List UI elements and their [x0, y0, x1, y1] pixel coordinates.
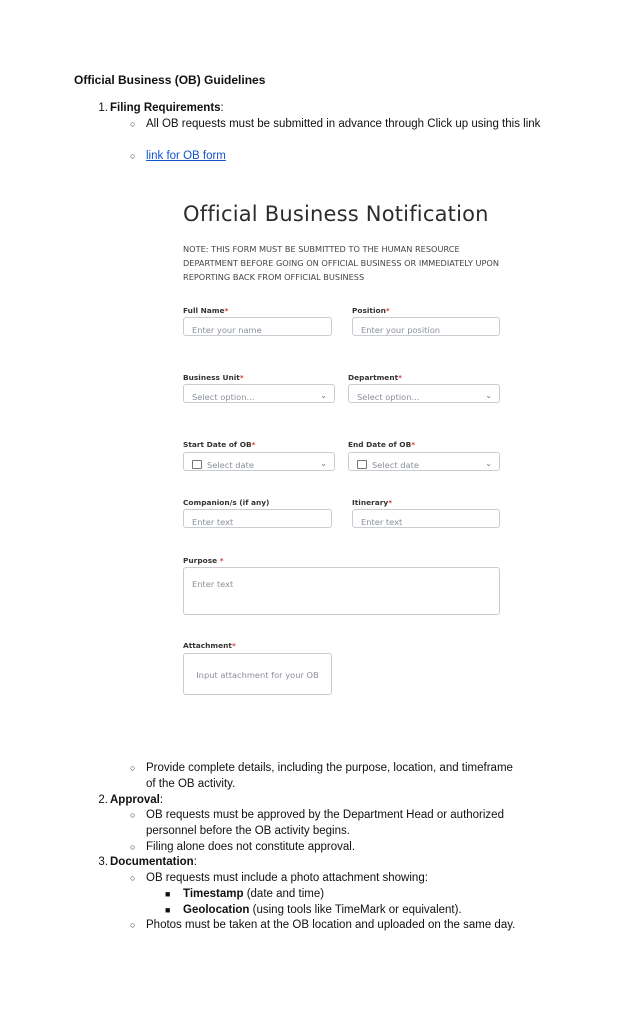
companions-field[interactable]: Enter text [183, 509, 332, 528]
chevron-down-icon: ⌄ [485, 391, 492, 400]
section-number: 1. [98, 102, 108, 114]
calendar-icon [357, 460, 367, 469]
attachment-upload[interactable]: Input attachment for your OB [183, 653, 332, 695]
calendar-icon [192, 460, 202, 469]
business-unit-select[interactable]: Select option... ⌄ [183, 384, 335, 403]
square-bullet-icon: ■ [165, 889, 171, 899]
circle-bullet-icon: ○ [130, 810, 136, 820]
end-date-picker[interactable]: Select date ⌄ [348, 452, 500, 471]
chevron-down-icon: ⌄ [320, 459, 327, 468]
section-number: 3. [98, 856, 108, 868]
itinerary-field[interactable]: Enter text [352, 509, 500, 528]
list-item: OB requests must include a photo attachment showing: [146, 872, 428, 884]
start-date-picker[interactable]: Select date ⌄ [183, 452, 335, 471]
full-name-field[interactable]: Enter your name [183, 317, 332, 336]
list-item: Photos must be taken at the OB location and uploaded on the same day. [146, 919, 516, 931]
sub-list-item: Timestamp (date and time) [183, 888, 325, 900]
form-note: NOTE: THIS FORM MUST BE SUBMITTED TO THE HUMAN RESOURCE DEPARTMENT BEFORE GOING ON OFFICIAL BUSINESS OR IMMEDIATELY UPON REPORTING BACK FROM OFFICIAL BUSINESS [183, 244, 499, 282]
end-date-label: End Date of OB* [348, 440, 416, 449]
list-item: OB requests must be approved by the Department Head or authorized personnel before the OB activity begins. [146, 809, 504, 837]
section-heading: Documentation: [110, 856, 197, 868]
form-title: Official Business Notification [183, 202, 489, 226]
purpose-label: Purpose * [183, 556, 224, 565]
section-number: 2. [98, 794, 108, 806]
list-item: Provide complete details, including the purpose, location, and timeframe of the OB activity. [146, 762, 513, 790]
attachment-label: Attachment* [183, 641, 236, 650]
chevron-down-icon: ⌄ [320, 391, 327, 400]
list-item: All OB requests must be submitted in advance through Click up using this link [146, 118, 541, 130]
document-heading: Official Business (OB) Guidelines [74, 73, 266, 87]
sub-list-item: Geolocation (using tools like TimeMark or equivalent). [183, 904, 462, 916]
start-date-label: Start Date of OB* [183, 440, 256, 449]
square-bullet-icon: ■ [165, 905, 171, 915]
business-unit-label: Business Unit* [183, 373, 244, 382]
list-item: Filing alone does not constitute approval. [146, 841, 356, 853]
ob-form-preview [168, 196, 514, 716]
ob-form-link[interactable]: link for OB form [146, 150, 226, 162]
section-heading: Approval: [110, 794, 164, 806]
purpose-textarea[interactable]: Enter text [183, 567, 500, 615]
position-label: Position* [352, 306, 390, 315]
circle-bullet-icon: ○ [130, 920, 136, 930]
section-heading: Filing Requirements: [110, 102, 224, 114]
itinerary-label: Itinerary* [352, 498, 393, 507]
position-field[interactable]: Enter your position [352, 317, 500, 336]
chevron-down-icon: ⌄ [485, 459, 492, 468]
full-name-label: Full Name* [183, 306, 229, 315]
companions-label: Companion/s (if any) [183, 498, 270, 507]
department-select[interactable]: Select option... ⌄ [348, 384, 500, 403]
circle-bullet-icon: ○ [130, 119, 136, 129]
circle-bullet-icon: ○ [130, 763, 136, 773]
department-label: Department* [348, 373, 402, 382]
circle-bullet-icon: ○ [130, 842, 136, 852]
circle-bullet-icon: ○ [130, 873, 136, 883]
circle-bullet-icon: ○ [130, 151, 136, 161]
